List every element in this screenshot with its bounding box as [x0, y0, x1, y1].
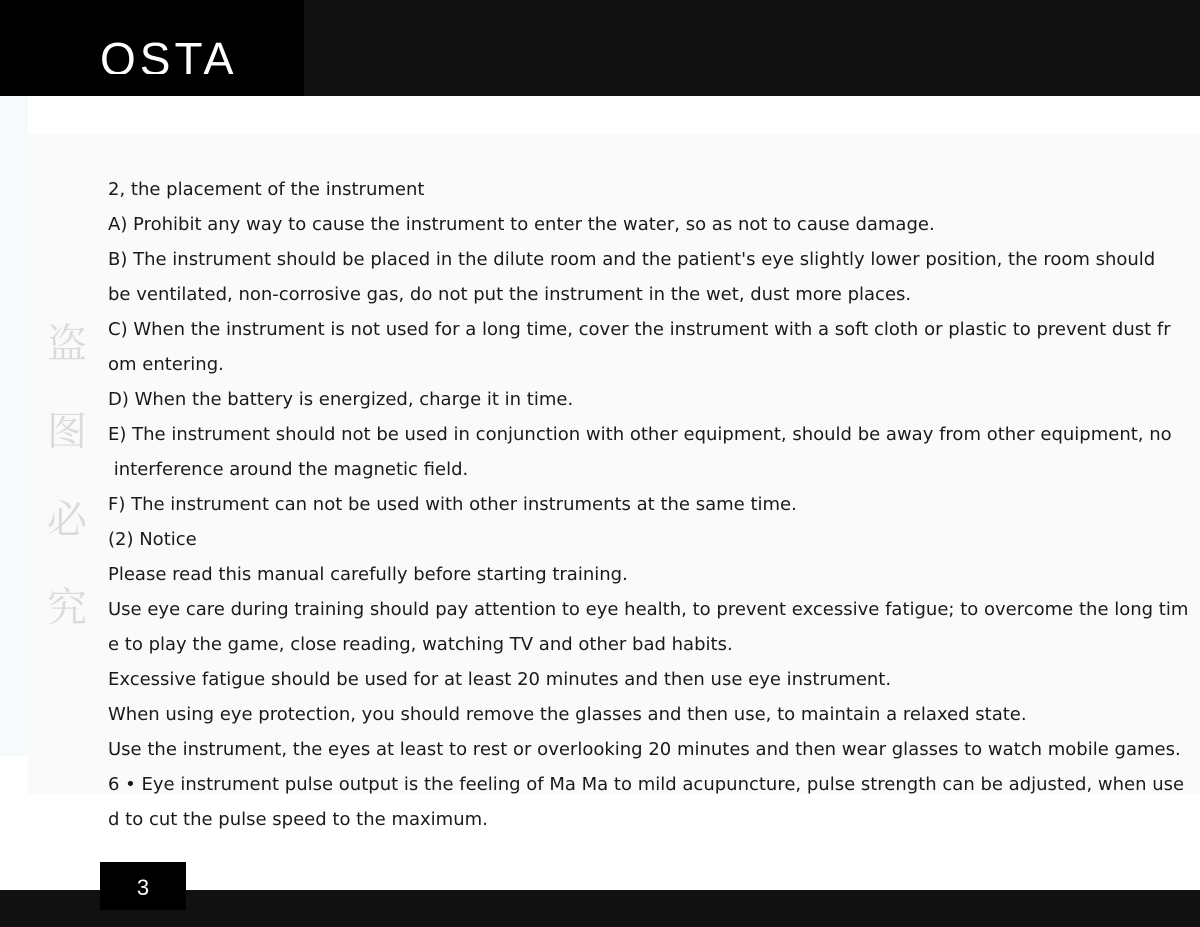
watermark	[44, 300, 90, 652]
section-heading: (2) Notice	[108, 529, 197, 550]
watermark-char: 必	[47, 497, 87, 543]
text-line: When using eye protection, you should remove the glasses and then use, to maintain a relaxed state.	[108, 704, 1027, 725]
text-line: E) The instrument should not be used in conjunction with other equipment, should be away from other equipment, no	[108, 424, 1172, 445]
text-line: Please read this manual carefully before starting training.	[108, 564, 628, 585]
manual-text	[108, 172, 1189, 837]
watermark-char: 究	[47, 585, 87, 631]
text-line: Excessive fatigue should be used for at least 20 minutes and then use eye instrument.	[108, 669, 892, 690]
page-number-box	[100, 862, 186, 910]
page-left-strip	[0, 96, 28, 756]
watermark-char: 盗	[47, 321, 87, 367]
text-line: B) The instrument should be placed in the dilute room and the patient's eye slightly lower position, the room should	[108, 249, 1156, 270]
logo-mask	[0, 0, 260, 30]
text-line: 6 • Eye instrument pulse output is the feeling of Ma Ma to mild acupuncture, pulse strength can be adjusted, when use	[108, 774, 1185, 795]
text-line: Use eye care during training should pay attention to eye health, to prevent excessive fatigue; to overcome the long tim	[108, 599, 1189, 620]
text-line: om entering.	[108, 354, 224, 375]
text-line: Use the instrument, the eyes at least to rest or overlooking 20 minutes and then wear glasses to watch mobile games.	[108, 739, 1181, 760]
page-number: 3	[136, 875, 150, 900]
logo-text: OSTA	[100, 36, 238, 74]
section-heading: 2, the placement of the instrument	[108, 179, 425, 200]
text-line: C) When the instrument is not used for a long time, cover the instrument with a soft cloth or plastic to prevent dust fr	[108, 319, 1171, 340]
logo	[0, 0, 304, 96]
logo-mask-right	[258, 30, 304, 80]
text-line: F) The instrument can not be used with other instruments at the same time.	[108, 494, 797, 515]
text-line: be ventilated, non-corrosive gas, do not put the instrument in the wet, dust more places.	[108, 284, 912, 305]
text-line: A) Prohibit any way to cause the instrument to enter the water, so as not to cause damage.	[108, 214, 935, 235]
text-line: e to play the game, close reading, watching TV and other bad habits.	[108, 634, 733, 655]
text-line: d to cut the pulse speed to the maximum.	[108, 809, 488, 830]
text-line: interference around the magnetic field.	[108, 459, 469, 480]
text-line: D) When the battery is energized, charge it in time.	[108, 389, 574, 410]
watermark-char: 图	[47, 409, 87, 455]
